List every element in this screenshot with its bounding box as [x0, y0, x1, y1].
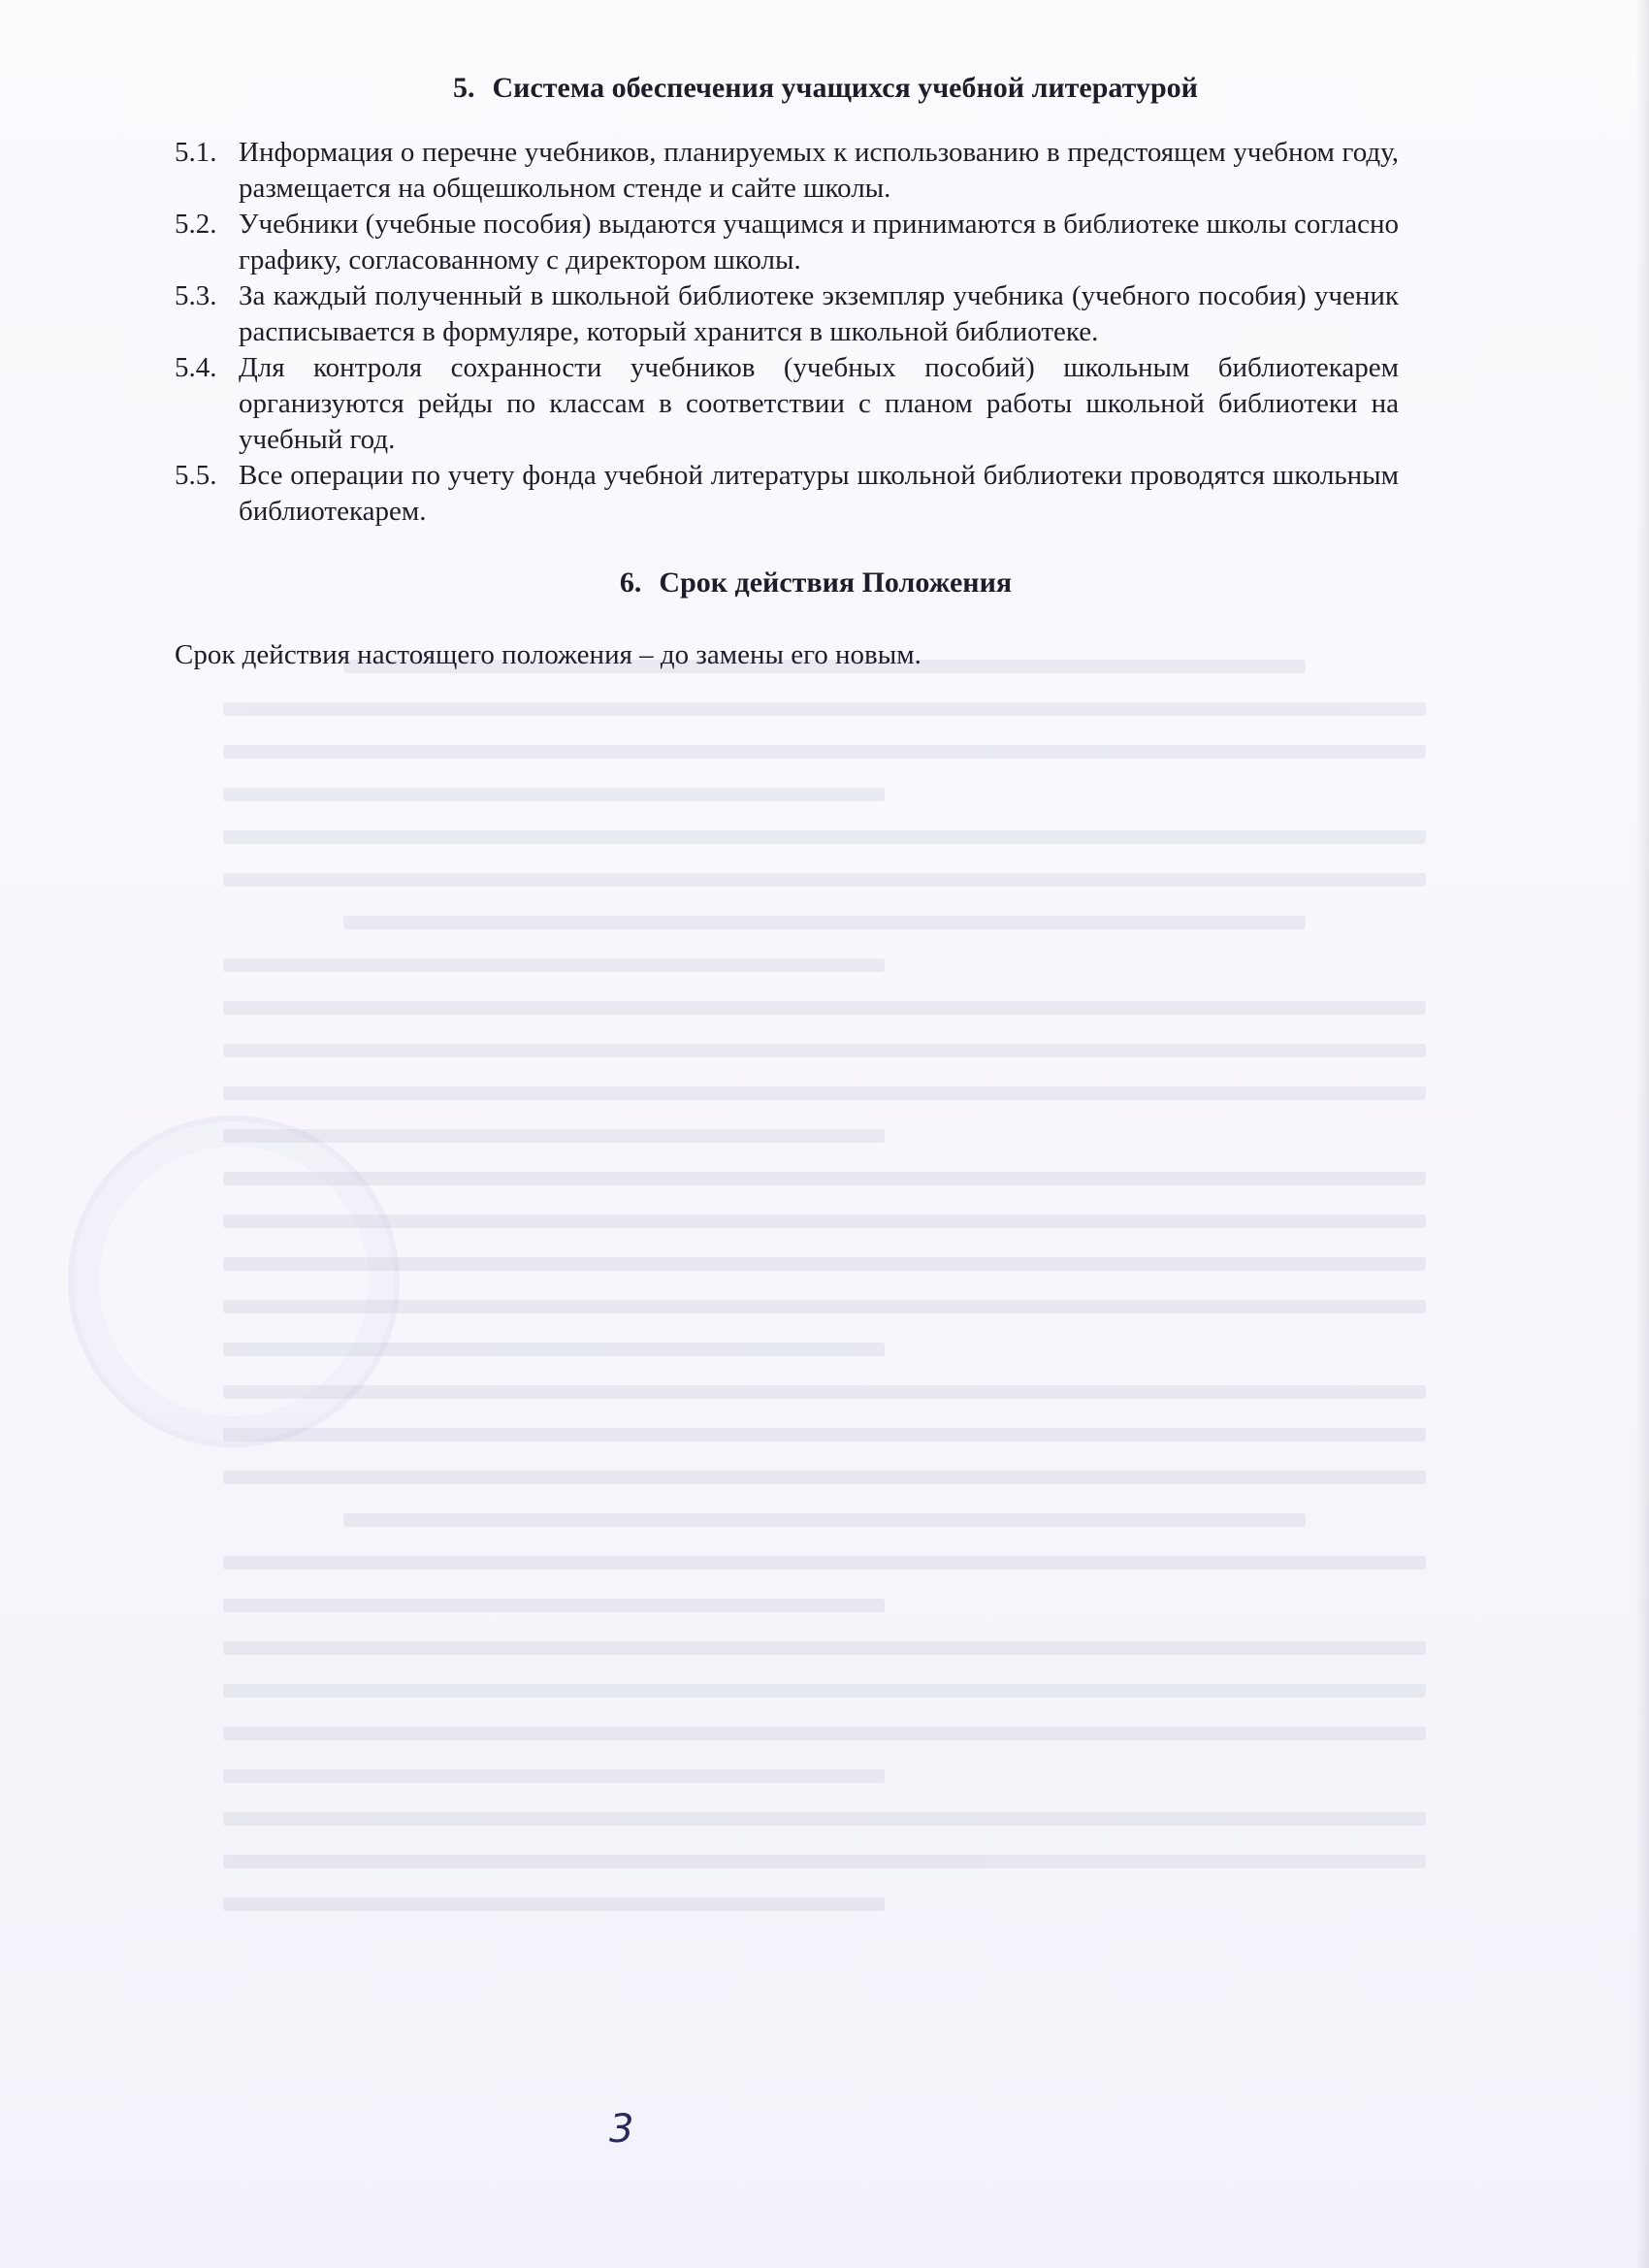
list-item	[175, 458, 1399, 530]
item-number: 5.3.	[175, 280, 217, 311]
item-text: За каждый полученный в школьной библиотеке экземпляр учебника (учебного пособия) ученик расписывается в формуляре, который хранится в школьной библиотеке.	[239, 280, 1399, 347]
section-5-number: 5.	[453, 72, 475, 104]
stamp-bleed-through	[68, 1116, 400, 1447]
list-item	[175, 278, 1399, 350]
item-number: 5.5.	[175, 460, 217, 491]
item-text: Для контроля сохранности учебников (учебных пособий) школьным библиотекарем организуются рейды по классам в соответствии с планом работы школьной библиотеки на учебный год.	[239, 352, 1399, 455]
item-number: 5.1.	[175, 137, 217, 168]
section-5-list	[175, 135, 1399, 530]
section-6-title: Срок действия Положения	[659, 567, 1013, 599]
section-5-heading	[175, 70, 1399, 106]
section-6-number: 6.	[619, 567, 642, 599]
item-text: Информация о перечне учебников, планируемых к использованию в предстоящем учебном году, размещается на общешкольном стенде и сайте школы.	[239, 137, 1399, 204]
document-content	[175, 70, 1399, 673]
reverse-side-bleed-through	[223, 660, 1426, 2037]
item-number: 5.4.	[175, 352, 217, 383]
paper-edge-shadow	[1635, 0, 1649, 2268]
item-text: Учебники (учебные пособия) выдаются учащимся и принимаются в библиотеке школы согласно графику, согласованному с директором школы.	[239, 209, 1399, 275]
list-item	[175, 350, 1399, 458]
list-item	[175, 207, 1399, 278]
section-6-heading	[175, 565, 1399, 600]
handwritten-page-number: 3	[609, 2107, 634, 2152]
section-6-text: Срок действия настоящего положения – до замены его новым.	[175, 639, 922, 670]
item-number: 5.2.	[175, 209, 217, 240]
item-text: Все операции по учету фонда учебной литературы школьной библиотеки проводятся школьным библиотекарем.	[239, 460, 1399, 527]
list-item	[175, 135, 1399, 207]
section-5-title: Система обеспечения учащихся учебной литературой	[492, 72, 1198, 104]
